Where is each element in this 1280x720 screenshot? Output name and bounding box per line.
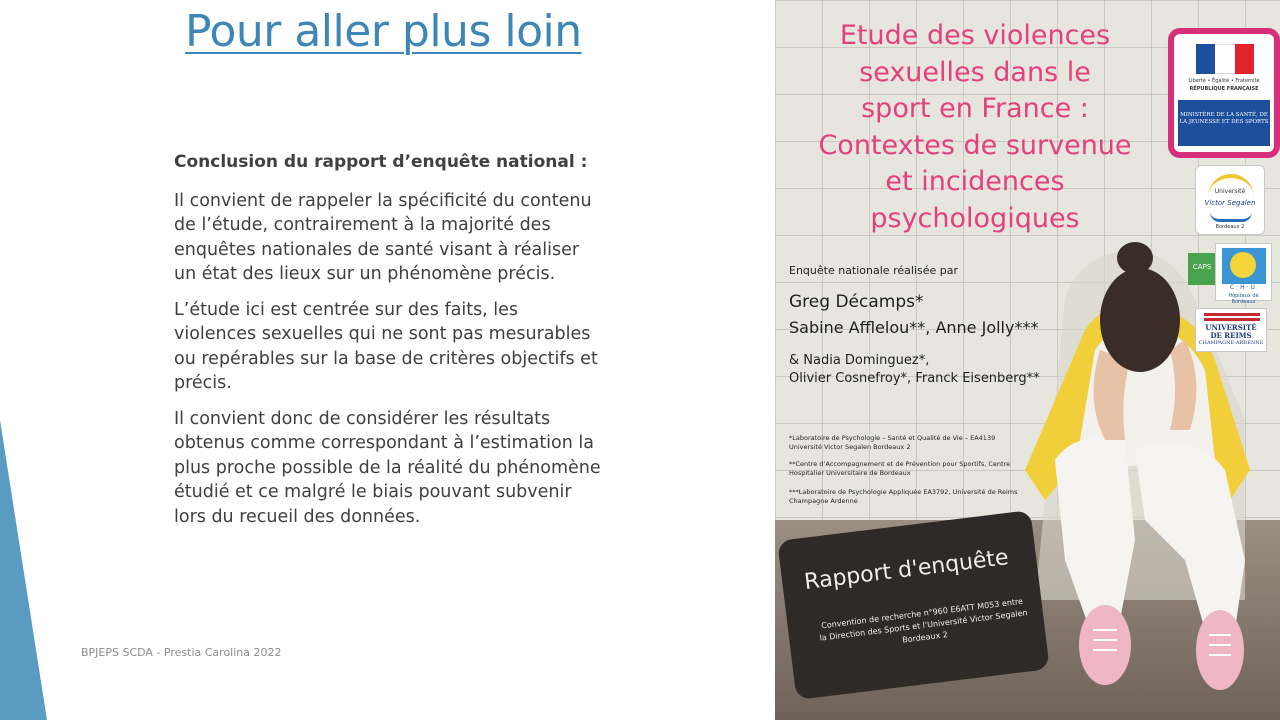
body-text [174,150,604,540]
rf-motto: Liberté • Égalité • Fraternité [1188,78,1260,84]
report-cover-image [775,0,1280,720]
affiliation-note-3: ***Laboratoire de Psychologie Appliquée EA3792, Université de Reims Champagne Ardenne [789,488,1018,505]
report-label-title: Rapport d'enquête [802,545,1010,596]
cover-title-line-6: psychologiques [870,202,1080,234]
paragraph-1: Il convient de rappeler la spécificité du contenu de l’étude, contrairement à la majorité des enquêtes nationales de santé visant à réaliser un état des lieux sur un phénomène précis. [174,190,592,284]
authors-line-1: Greg Décamps* [789,292,924,312]
reims-label-1: UNIVERSITÉ [1205,323,1257,332]
bdx-label-2: Victor Segalen [1204,199,1256,207]
cover-title-line-1: Etude des violences [839,20,1111,51]
cover-title-line-5: et incidences [885,166,1065,197]
reims-label-3: CHAMPAGNE-ARDENNE [1198,340,1264,346]
chu-logo-icon [1215,243,1272,305]
chu-label-2: Hôpitaux de Bordeaux [1228,293,1259,305]
authors-line-3: & Nadia Dominguez*, [789,353,930,368]
rf-republic: RÉPUBLIQUE FRANÇAISE [1189,86,1259,92]
slide-title: Pour aller plus loin [185,6,582,57]
cover-title-line-4: Contextes de survenue [818,129,1132,161]
caps-label: CAPS [1192,263,1212,271]
chu-label-1: C·H·U [1230,284,1257,291]
marianne-logo-icon [1168,28,1280,158]
university-reims-logo-icon [1195,308,1267,352]
decorative-blue-wedge [0,0,60,720]
paragraph-2: L’étude ici est centrée sur des faits, les violences sexuelles qui ne sont pas mesurables ou repérables sur la base de critères objectifs et précis. [174,299,598,393]
cover-title-line-2: sexuelles dans le [859,56,1091,88]
bdx-label-3: Bordeaux 2 [1215,224,1245,230]
bdx-label-1: Université [1214,188,1246,195]
cover-title-line-3: sport en France : [861,93,1089,124]
report-label-box [777,510,1050,700]
paragraph-3: Il convient donc de considérer les résultats obtenus comme correspondant à l’estimation la plus proche possible de la réalité du phénomène étudié et ce malgré le biais pouvant subvenir lors du recueil des données. [174,408,601,527]
french-flag-icon [1196,44,1254,74]
authors-line-4: Olivier Cosnefroy*, Franck Eisenberg** [789,371,1040,386]
footer-text: BPJEPS SCDA - Prestia Carolina 2022 [81,646,282,659]
affiliation-note-2: **Centre d’Accompagnement et de Prévention pour Sportifs, Centre Hospitalier Universitaire de Bordeaux [789,460,1011,477]
authors-line-2: Sabine Afflelou**, Anne Jolly*** [789,318,1039,337]
university-bordeaux-logo-icon [1195,165,1265,235]
reims-label-2: DE REIMS [1210,331,1252,340]
caps-logo-icon [1188,253,1216,285]
report-label-text: Convention de recherche n°960 E6ATT M053 entre la Direction des Sports et l'Université Victor Segalen Bordeaux 2 [819,596,1029,645]
rf-ministry: MINISTÈRE DE LA SANTÉ, DE LA JEUNESSE ET DES SPORTS [1178,100,1270,146]
affiliation-note-1: *Laboratoire de Psychologie – Santé et Qualité de Vie – EA4139 Université Victor Segalen Bordeaux 2 [789,434,996,451]
survey-label: Enquête nationale réalisée par [789,264,958,277]
cover-title [805,18,1145,237]
section-heading: Conclusion du rapport d’enquête national : [174,152,588,172]
